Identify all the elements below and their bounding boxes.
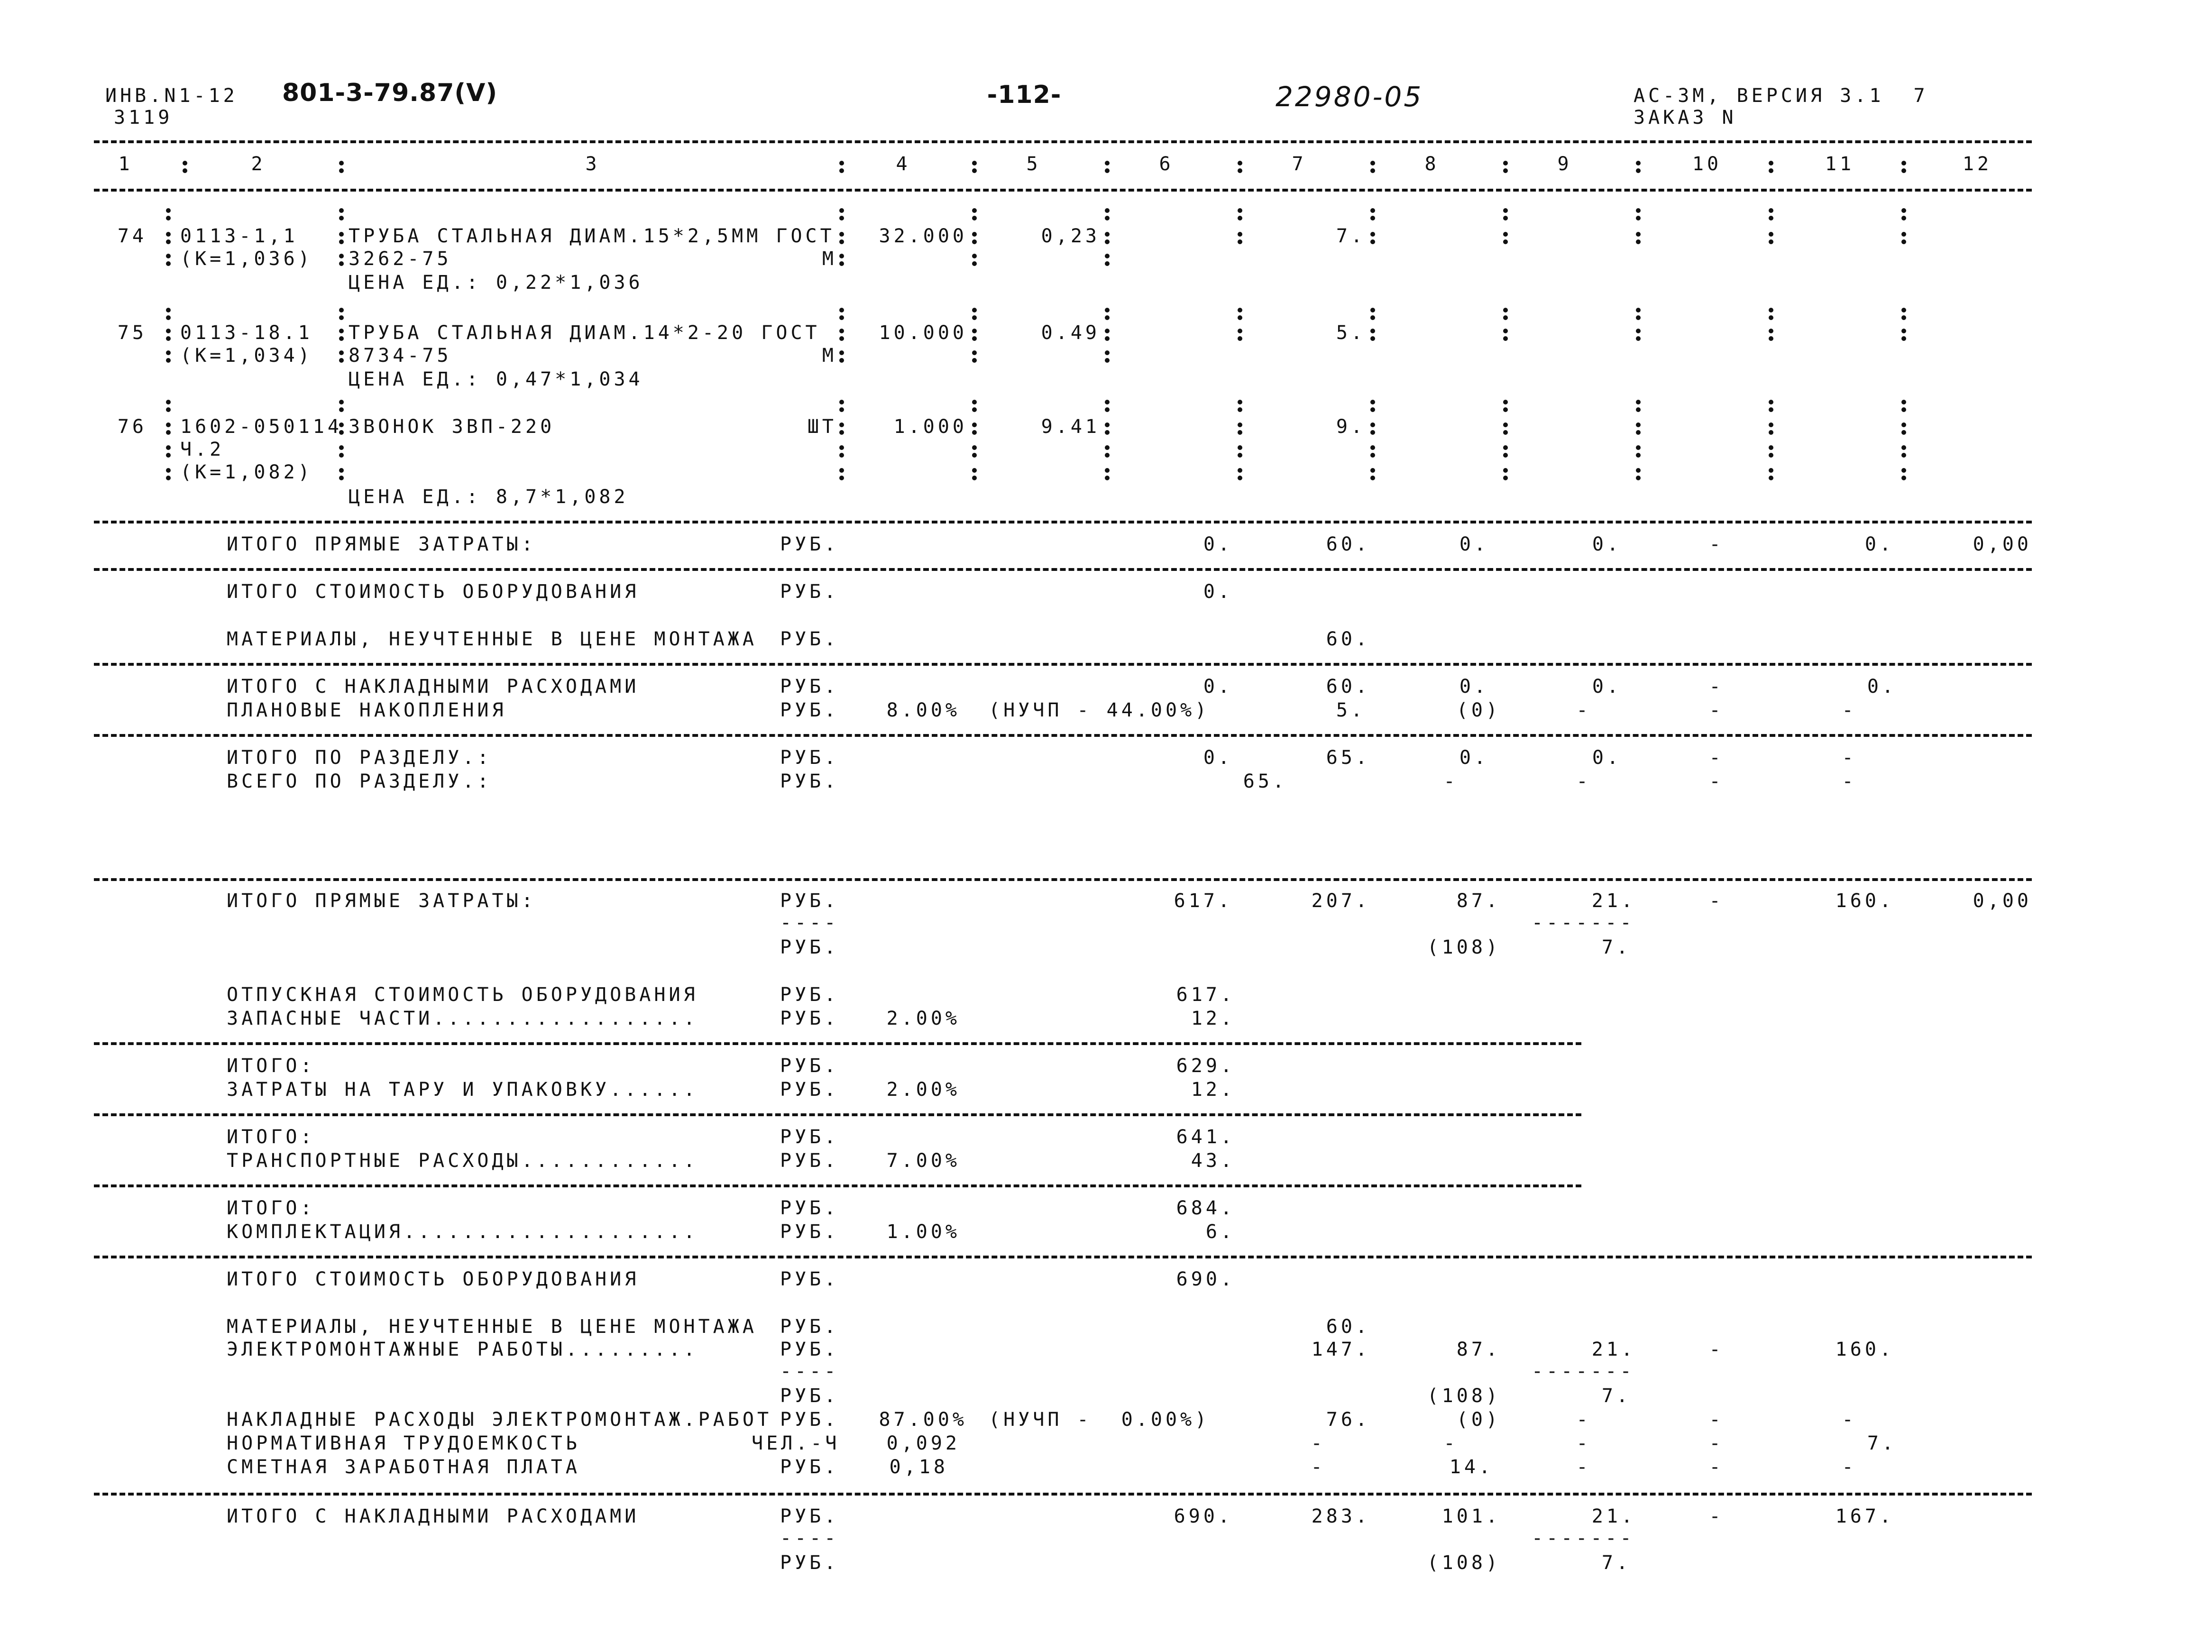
inventory-label: ИНВ.N1-12	[105, 85, 238, 107]
item-price-note: ЦЕНА ЕД.: 0,22*1,036	[349, 272, 643, 294]
col7-value: 65.	[1326, 747, 1370, 769]
column-header: 11	[1825, 153, 1855, 175]
col11-value: -	[1842, 1409, 1857, 1431]
col9-value: 7.	[1601, 1385, 1631, 1407]
item-price: 0.49	[1041, 322, 1100, 344]
col9-value: 0.	[1592, 747, 1622, 769]
col6-value: 617.	[1176, 984, 1235, 1006]
col10-value: -	[1709, 1409, 1724, 1431]
item-code: (К=1,034)	[180, 345, 313, 367]
row-label: ВСЕГО ПО РАЗДЕЛУ.:	[227, 771, 492, 792]
dash-line: ----	[780, 1527, 839, 1549]
row-label: ИТОГО:	[227, 1197, 315, 1219]
divider	[94, 1493, 2032, 1496]
col6-value: 0.	[1203, 676, 1233, 698]
col9-value: 7.	[1601, 1552, 1631, 1574]
row-unit: РУБ.	[780, 699, 839, 721]
row-unit: РУБ.	[780, 1079, 839, 1101]
col6-value: 690.	[1176, 1268, 1235, 1290]
column-header: 2	[251, 153, 266, 175]
col7-value: -	[1311, 1456, 1326, 1478]
item-code: Ч.2	[180, 439, 225, 460]
row-label: НАКЛАДНЫЕ РАСХОДЫ ЭЛЕКТРОМОНТАЖ.РАБОТ	[227, 1409, 772, 1431]
row-unit: РУБ.	[780, 533, 839, 555]
row-unit: ЧЕЛ.-Ч	[752, 1432, 840, 1454]
item-code: (К=1,036)	[180, 248, 313, 270]
item-price: 9.41	[1041, 416, 1100, 438]
col7-value: 60.	[1326, 628, 1370, 650]
row-unit: РУБ.	[780, 1409, 839, 1431]
col9-value: 21.	[1591, 890, 1636, 912]
column-header: 12	[1962, 153, 1992, 175]
divider	[94, 568, 2032, 571]
row-unit: РУБ.	[780, 1197, 839, 1219]
col8-value: (0)	[1456, 699, 1501, 721]
col4-value: 87.00%	[879, 1409, 967, 1431]
col6-value: 629.	[1176, 1055, 1235, 1077]
row-label: ИТОГО:	[227, 1055, 315, 1077]
divider	[94, 734, 2032, 737]
row-unit: РУБ.	[780, 1268, 839, 1290]
row-unit: РУБ.	[780, 1505, 839, 1527]
row-label: ЭЛЕКТРОМОНТАЖНЫЕ РАБОТЫ.........	[227, 1339, 698, 1360]
col6-value: 0.	[1203, 533, 1233, 555]
row-label: КОМПЛЕКТАЦИЯ....................	[227, 1221, 698, 1243]
col11-value: 7.	[1867, 1432, 1897, 1454]
col6-value: 43.	[1191, 1150, 1235, 1172]
row-label: СМЕТНАЯ ЗАРАБОТНАЯ ПЛАТА	[227, 1456, 580, 1478]
item-name: ЗВОНОК ЗВП-220	[349, 416, 555, 438]
col11-value: 160.	[1835, 890, 1894, 912]
row-label: ПЛАНОВЫЕ НАКОПЛЕНИЯ	[227, 699, 507, 721]
row-unit: РУБ.	[780, 1055, 839, 1077]
row-label: МАТЕРИАЛЫ, НЕУЧТЕННЫЕ В ЦЕНЕ МОНТАЖА	[227, 1316, 757, 1338]
col10-value: -	[1709, 699, 1724, 721]
col10-value: -	[1709, 533, 1724, 555]
col7-value: 60.	[1326, 676, 1370, 698]
page-number: -112-	[987, 81, 1062, 109]
col8-value: (108)	[1427, 936, 1501, 958]
col8-value: 0.	[1459, 676, 1489, 698]
col6-value: 641.	[1176, 1126, 1235, 1148]
col11-value: 167.	[1835, 1505, 1894, 1527]
item-name: ТРУБА СТАЛЬНАЯ ДИАМ.15*2,5ММ ГОСТ	[349, 225, 835, 247]
item-quantity: 10.000	[879, 322, 967, 344]
col9-value: -	[1576, 1456, 1591, 1478]
divider	[94, 1256, 2032, 1258]
col8-value: (108)	[1427, 1552, 1501, 1574]
row-unit: РУБ.	[780, 1552, 839, 1574]
item-code: 0113-1,1	[180, 225, 298, 247]
col12-value: 0,00	[1973, 533, 2032, 555]
dash-line: -------	[1532, 1360, 1635, 1382]
item-col7: 7.	[1336, 225, 1366, 247]
col6-value: 65.	[1243, 771, 1287, 792]
item-unit: М	[822, 345, 837, 367]
item-unit: ШТ	[807, 416, 837, 438]
item-name: 3262-75	[349, 248, 452, 270]
item-quantity: 32.000	[879, 225, 967, 247]
row-unit: РУБ.	[780, 1385, 839, 1407]
row-label: ИТОГО:	[227, 1126, 315, 1148]
item-price: 0,23	[1041, 225, 1100, 247]
col7-value: 5.	[1336, 699, 1366, 721]
column-header: 3	[585, 153, 600, 175]
col7-value: 60.	[1326, 533, 1370, 555]
col4-value: 7.00%	[886, 1150, 960, 1172]
item-code: 1602-050114	[180, 416, 342, 438]
nuchp-note: (НУЧП - 0.00%)	[989, 1409, 1210, 1431]
col10-value: -	[1709, 1339, 1724, 1360]
col8-value: -	[1443, 1432, 1459, 1454]
col6-value: 0.	[1203, 747, 1233, 769]
row-unit: РУБ.	[780, 771, 839, 792]
row-label: ИТОГО ПО РАЗДЕЛУ.:	[227, 747, 492, 769]
row-label: ТРАНСПОРТНЫЕ РАСХОДЫ............	[227, 1150, 698, 1172]
col10-value: -	[1709, 747, 1724, 769]
item-quantity: 1.000	[893, 416, 967, 438]
item-code: 0113-18.1	[180, 322, 313, 344]
item-number: 74	[117, 225, 147, 247]
col10-value: -	[1709, 676, 1724, 698]
item-col7: 5.	[1336, 322, 1366, 344]
divider	[94, 521, 2032, 523]
item-name: 8734-75	[349, 345, 452, 367]
col7-value: 76.	[1326, 1409, 1370, 1431]
row-unit: РУБ.	[780, 1456, 839, 1478]
row-label: ИТОГО СТОИМОСТЬ ОБОРУДОВАНИЯ	[227, 581, 640, 603]
col9-value: 21.	[1591, 1339, 1636, 1360]
divider	[94, 1184, 1581, 1187]
row-label: НОРМАТИВНАЯ ТРУДОЕМКОСТЬ	[227, 1432, 580, 1454]
row-unit: РУБ.	[780, 1126, 839, 1148]
item-price-note: ЦЕНА ЕД.: 8,7*1,082	[349, 486, 629, 508]
item-unit: М	[822, 248, 837, 270]
col11-value: -	[1842, 699, 1857, 721]
col11-value: 160.	[1835, 1339, 1894, 1360]
column-header: 9	[1557, 153, 1572, 175]
divider	[94, 1042, 1581, 1045]
col11-value: -	[1842, 771, 1857, 792]
col6-value: 690.	[1174, 1505, 1233, 1527]
col9-value: -	[1576, 699, 1591, 721]
col10-value: -	[1709, 1456, 1724, 1478]
col9-value: -	[1576, 1409, 1591, 1431]
row-label: МАТЕРИАЛЫ, НЕУЧТЕННЫЕ В ЦЕНЕ МОНТАЖА	[227, 628, 757, 650]
dash-line: ----	[780, 1360, 839, 1382]
program-version: АС-3М, ВЕРСИЯ 3.1 7	[1634, 85, 1928, 107]
document-number: 22980-05	[1276, 81, 1423, 113]
row-unit: РУБ.	[780, 1008, 839, 1029]
item-number: 76	[117, 416, 147, 438]
item-number: 75	[117, 322, 147, 344]
col6-value: 684.	[1176, 1197, 1235, 1219]
column-header: 4	[896, 153, 911, 175]
col7-value: 283.	[1311, 1505, 1370, 1527]
col11-value: -	[1842, 747, 1857, 769]
column-header: 1	[118, 153, 133, 175]
col6-value: 12.	[1191, 1008, 1235, 1029]
col9-value: -	[1576, 771, 1591, 792]
row-label: ИТОГО ПРЯМЫЕ ЗАТРАТЫ:	[227, 890, 536, 912]
col8-value: (108)	[1427, 1385, 1501, 1407]
col8-value: 87.	[1456, 890, 1501, 912]
project-code: 801-3-79.87(V)	[282, 79, 498, 107]
col6-value: 617.	[1174, 890, 1233, 912]
col4-value: 0,18	[889, 1456, 948, 1478]
divider	[94, 878, 2032, 881]
col4-value: 2.00%	[886, 1008, 960, 1029]
row-unit: РУБ.	[780, 984, 839, 1006]
col9-value: -	[1576, 1432, 1591, 1454]
col10-value: -	[1709, 1505, 1724, 1527]
row-unit: РУБ.	[780, 890, 839, 912]
row-label: ЗАТРАТЫ НА ТАРУ И УПАКОВКУ......	[227, 1079, 698, 1101]
column-header: 10	[1692, 153, 1722, 175]
col9-value: 0.	[1592, 676, 1622, 698]
dash-line: -------	[1532, 912, 1635, 934]
column-header: 7	[1292, 153, 1307, 175]
item-col7: 9.	[1336, 416, 1366, 438]
col7-value: 207.	[1311, 890, 1370, 912]
row-unit: РУБ.	[780, 1150, 839, 1172]
col9-value: 7.	[1601, 936, 1631, 958]
row-unit: РУБ.	[780, 676, 839, 698]
col8-value: 87.	[1456, 1339, 1501, 1360]
row-unit: РУБ.	[780, 581, 839, 603]
order-label: ЗАКАЗ N	[1634, 107, 1737, 128]
dash-line: -------	[1532, 1527, 1635, 1549]
col6-value: 0.	[1203, 581, 1233, 603]
dash-line: ----	[780, 912, 839, 934]
item-code: (К=1,082)	[180, 461, 313, 483]
nuchp-note: (НУЧП - 44.00%)	[989, 699, 1210, 721]
col8-value: 0.	[1459, 747, 1489, 769]
col4-value: 2.00%	[886, 1079, 960, 1101]
col11-value: -	[1842, 1456, 1857, 1478]
row-label: ЗАПАСНЫЕ ЧАСТИ..................	[227, 1008, 698, 1029]
col8-value: 0.	[1459, 533, 1489, 555]
col9-value: 21.	[1591, 1505, 1636, 1527]
col4-value: 0,092	[886, 1432, 960, 1454]
row-unit: РУБ.	[780, 1221, 839, 1243]
column-header: 5	[1026, 153, 1041, 175]
col10-value: -	[1709, 771, 1724, 792]
row-label: ИТОГО СТОИМОСТЬ ОБОРУДОВАНИЯ	[227, 1268, 640, 1290]
item-name: ТРУБА СТАЛЬНАЯ ДИАМ.14*2-20 ГОСТ	[349, 322, 820, 344]
row-label: ИТОГО С НАКЛАДНЫМИ РАСХОДАМИ	[227, 676, 640, 698]
divider	[94, 1113, 1581, 1116]
row-label: ИТОГО С НАКЛАДНЫМИ РАСХОДАМИ	[227, 1505, 640, 1527]
row-unit: РУБ.	[780, 1339, 839, 1360]
col10-value: -	[1709, 890, 1724, 912]
col4-value: 1.00%	[886, 1221, 960, 1243]
row-label: ОТПУСКНАЯ СТОИМОСТЬ ОБОРУДОВАНИЯ	[227, 984, 698, 1006]
col11-value: 0.	[1864, 533, 1894, 555]
col8-value: -	[1443, 771, 1459, 792]
col8-value: (0)	[1456, 1409, 1501, 1431]
row-unit: РУБ.	[780, 936, 839, 958]
inventory-number: 3119	[114, 107, 173, 128]
col8-value: 101.	[1441, 1505, 1501, 1527]
col7-value: 147.	[1311, 1339, 1370, 1360]
item-price-note: ЦЕНА ЕД.: 0,47*1,034	[349, 368, 643, 390]
col8-value: 14.	[1449, 1456, 1494, 1478]
row-unit: РУБ.	[780, 1316, 839, 1338]
divider	[94, 663, 2032, 666]
row-unit: РУБ.	[780, 747, 839, 769]
col7-value: -	[1311, 1432, 1326, 1454]
col12-value: 0,00	[1973, 890, 2032, 912]
column-header: 8	[1424, 153, 1440, 175]
row-unit: РУБ.	[780, 628, 839, 650]
column-header: 6	[1159, 153, 1174, 175]
col9-value: 0.	[1592, 533, 1622, 555]
col11-value: 0.	[1867, 676, 1897, 698]
col6-value: 12.	[1191, 1079, 1235, 1101]
col4-value: 8.00%	[886, 699, 960, 721]
col7-value: 60.	[1326, 1316, 1370, 1338]
col10-value: -	[1709, 1432, 1724, 1454]
row-label: ИТОГО ПРЯМЫЕ ЗАТРАТЫ:	[227, 533, 536, 555]
col6-value: 6.	[1205, 1221, 1235, 1243]
